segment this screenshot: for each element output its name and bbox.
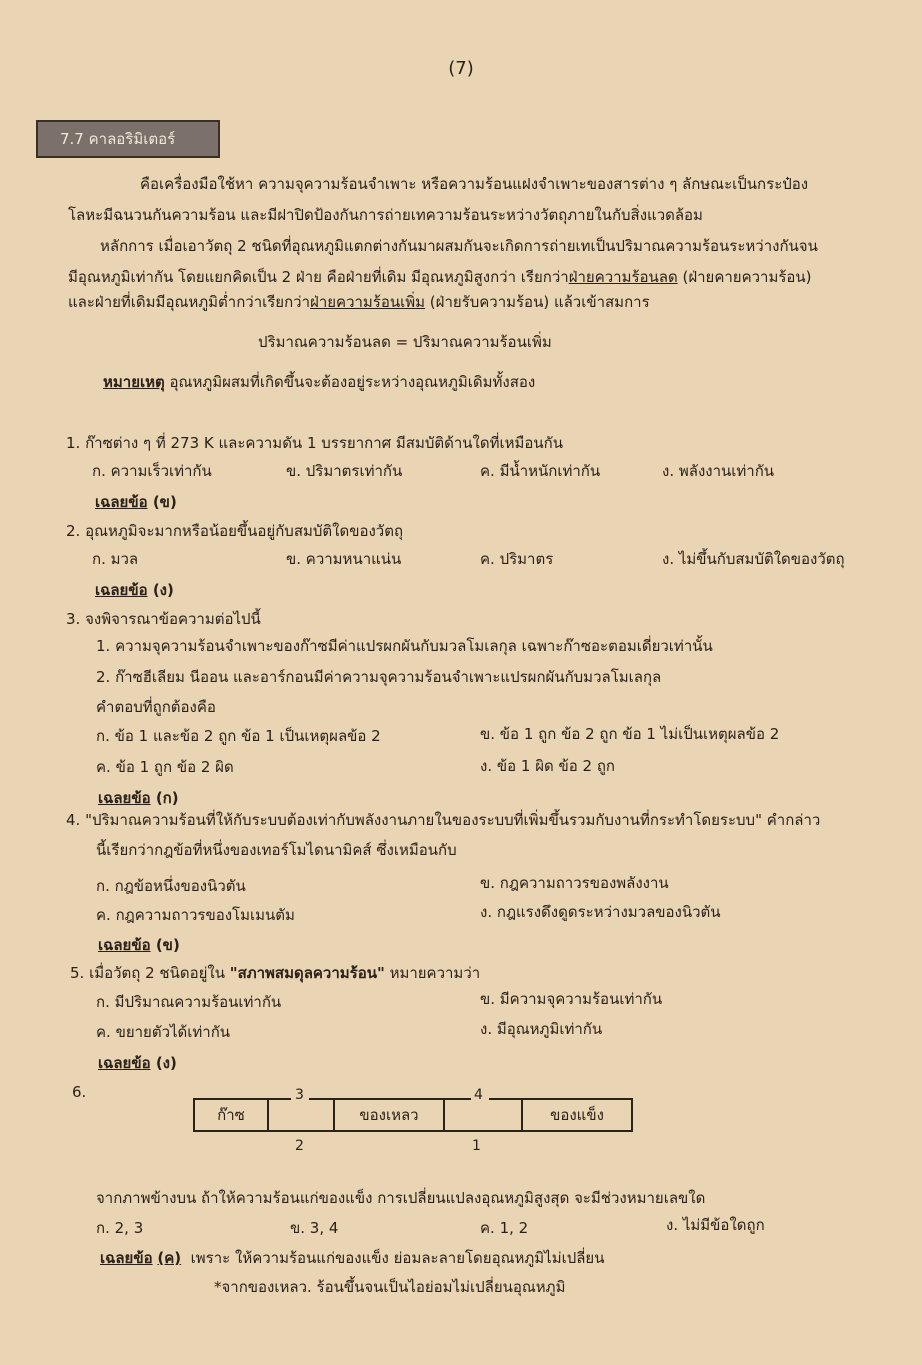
answer-value: (ข): [152, 493, 177, 511]
q6-explanation: เพราะ ให้ความร้อนแก่ของแข็ง ย่อมละลายโดยอุณหภูมิไม่เปลี่ยน: [190, 1249, 605, 1267]
q1-choice-b: ข. ปริมาตรเท่ากัน: [286, 462, 403, 480]
line-bottom-2: [269, 1130, 333, 1132]
label-4: 4: [474, 1087, 483, 1103]
term-heat-gain: ฝ่ายความร้อนเพิ่ม: [310, 293, 426, 311]
q2-choice-a: ก. มวล: [92, 550, 139, 568]
q2-choice-c: ค. ปริมาตร: [480, 550, 554, 568]
q3-prompt: คำตอบที่ถูกต้องคือ: [96, 698, 216, 716]
q3-choice-d: ง. ข้อ 1 ผิด ข้อ 2 ถูก: [480, 757, 616, 775]
q4-answer: [98, 933, 180, 957]
box-liquid: ของเหลว: [333, 1098, 445, 1132]
answer-value: (ข): [155, 936, 180, 954]
line-top-3a: [269, 1098, 291, 1100]
q1-choice-d: ง. พลังงานเท่ากัน: [662, 462, 775, 480]
q4-choice-c: ค. กฎความถาวรของโมเมนตัม: [96, 906, 295, 924]
note-label: หมายเหตุ: [103, 373, 165, 391]
intro-line-1: คือเครื่องมือใช้หา ความจุความร้อนจำเพาะ หรือความร้อนแฝงจำเพาะของสารต่าง ๆ ลักษณะเป็นกระป๋อง: [140, 175, 809, 193]
q5-term: "สภาพสมดุลความร้อน": [229, 964, 385, 982]
q3-answer: [98, 786, 179, 810]
q1-choice-c: ค. มีน้ำหนักเท่ากัน: [480, 462, 601, 480]
q5-text-start: 5. เมื่อวัตถุ 2 ชนิดอยู่ใน: [70, 964, 230, 982]
answer-label: เฉลยข้อ: [100, 1249, 153, 1267]
term-heat-loss: ฝ่ายความร้อนลด: [568, 268, 678, 286]
equation: ปริมาณความร้อนลด = ปริมาณความร้อนเพิ่ม: [258, 333, 552, 351]
question-4-line-1: 4. "ปริมาณความร้อนที่ให้กับระบบต้องเท่ากับพลังงานภายในของระบบที่เพิ่มขึ้นรวมกับงานที่กระทำโดยระบบ" คำกล่าว: [66, 811, 821, 829]
answer-label: เฉลยข้อ: [98, 1054, 151, 1072]
q6-choice-b: ข. 3, 4: [290, 1219, 339, 1237]
answer-label: เฉลยข้อ: [95, 581, 148, 599]
question-2: 2. อุณหภูมิจะมากหรือน้อยขึ้นอยู่กับสมบัติใดของวัตถุ: [66, 522, 404, 540]
q2-choice-d: ง. ไม่ขึ้นกับสมบัติใดของวัตถุ: [662, 550, 845, 568]
answer-label: เฉลยข้อ: [95, 493, 148, 511]
intro-line-5: [68, 290, 650, 314]
answer-value: (ก): [155, 789, 179, 807]
q4-choice-b: ข. กฎความถาวรของพลังงาน: [480, 874, 669, 892]
intro-line-5-end: (ฝ่ายรับความร้อน) แล้วเข้าสมการ: [425, 293, 650, 311]
intro-line-4-text: มีอุณหภูมิเท่ากัน โดยแยกคิดเป็น 2 ฝ่าย คือฝ่ายที่เดิม มีอุณหภูมิสูงกว่า เรียกว่า: [68, 268, 569, 286]
q3-statement-2: 2. ก๊าซฮีเลียม นีออน และอาร์กอนมีค่าความจุความร้อนจำเพาะแปรผกผันกับมวลโมเลกุล: [96, 668, 662, 686]
page-number: (7): [448, 58, 474, 79]
section-title: 7.7 คาลอริมิเตอร์: [36, 120, 220, 158]
question-3: 3. จงพิจารณาข้อความต่อไปนี้: [66, 610, 261, 628]
q5-choice-c: ค. ขยายตัวได้เท่ากัน: [96, 1023, 231, 1041]
label-2: 2: [295, 1138, 304, 1154]
q6-choice-c: ค. 1, 2: [480, 1219, 529, 1237]
q1-answer: [95, 490, 177, 514]
note-text: อุณหภูมิผสมที่เกิดขึ้นจะต้องอยู่ระหว่างอุณหภูมิเดิมทั้งสอง: [164, 373, 536, 391]
q5-choice-d: ง. มีอุณหภูมิเท่ากัน: [480, 1020, 603, 1038]
q6-answer: [100, 1246, 604, 1270]
answer-label: เฉลยข้อ: [98, 789, 151, 807]
intro-line-2: โลหะมีฉนวนกันความร้อน และมีฝาปิดป้องกันการถ่ายเทความร้อนระหว่างวัตถุภายในกับสิ่งแวดล้อม: [68, 206, 703, 224]
q3-choice-a: ก. ข้อ 1 และข้อ 2 ถูก ข้อ 1 เป็นเหตุผลข้อ 2: [96, 727, 381, 745]
q6-choice-d: ง. ไม่มีข้อใดถูก: [666, 1216, 765, 1234]
intro-line-3: หลักการ เมื่อเอาวัตถุ 2 ชนิดที่อุณหภูมิแตกต่างกันมาผสมกันจะเกิดการถ่ายเทเป็นปริมาณความร้อนระหว่างกันจน: [100, 237, 818, 255]
q4-choice-d: ง. กฎแรงดึงดูดระหว่างมวลของนิวตัน: [480, 903, 721, 921]
question-1: 1. ก๊าซต่าง ๆ ที่ 273 K และความดัน 1 บรรยากาศ มีสมบัติด้านใดที่เหมือนกัน: [66, 434, 563, 452]
answer-value: (ค): [157, 1249, 182, 1267]
answer-label: เฉลยข้อ: [98, 936, 151, 954]
intro-line-4: [68, 265, 812, 289]
answer-value: (ง): [152, 581, 174, 599]
note: [103, 370, 535, 394]
q5-choice-b: ข. มีความจุความร้อนเท่ากัน: [480, 990, 663, 1008]
box-gas: ก๊าซ: [193, 1098, 269, 1132]
question-6-number: 6.: [72, 1083, 87, 1101]
label-3: 3: [295, 1087, 304, 1103]
line-bottom-1: [445, 1130, 521, 1132]
question-4-line-2: นี้เรียกว่ากฎข้อที่หนึ่งของเทอร์โมไดนามิคส์ ซึ่งเหมือนกับ: [96, 841, 457, 859]
q6-footnote: *จากของเหลว. ร้อนขึ้นจนเป็นไอย่อมไม่เปลี่ยนอุณหภูมิ: [214, 1278, 566, 1296]
q2-answer: [95, 578, 174, 602]
q5-choice-a: ก. มีปริมาณความร้อนเท่ากัน: [96, 993, 282, 1011]
line-top-4b: [489, 1098, 521, 1100]
box-solid: ของแข็ง: [521, 1098, 633, 1132]
q3-choice-b: ข. ข้อ 1 ถูก ข้อ 2 ถูก ข้อ 1 ไม่เป็นเหตุผลข้อ 2: [480, 725, 780, 743]
q1-choice-a: ก. ความเร็วเท่ากัน: [92, 462, 212, 480]
phase-diagram: [185, 1085, 645, 1165]
question-6: จากภาพข้างบน ถ้าให้ความร้อนแก่ของแข็ง การเปลี่ยนแปลงอุณหภูมิสูงสุด จะมีช่วงหมายเลขใด: [96, 1189, 706, 1207]
q6-choice-a: ก. 2, 3: [96, 1219, 144, 1237]
intro-line-4-end: (ฝ่ายคายความร้อน): [677, 268, 812, 286]
q5-text-end: หมายความว่า: [384, 964, 481, 982]
line-top-3b: [309, 1098, 333, 1100]
question-5: [70, 961, 480, 985]
intro-line-5-text: และฝ่ายที่เดิมมีอุณหภูมิต่ำกว่าเรียกว่า: [68, 293, 311, 311]
answer-value: (ง): [155, 1054, 177, 1072]
q3-choice-c: ค. ข้อ 1 ถูก ข้อ 2 ผิด: [96, 758, 234, 776]
label-1: 1: [472, 1138, 481, 1154]
q3-statement-1: 1. ความจุความร้อนจำเพาะของก๊าซมีค่าแปรผกผันกับมวลโมเลกุล เฉพาะก๊าซอะตอมเดี่ยวเท่านั้น: [96, 637, 713, 655]
q5-answer: [98, 1051, 177, 1075]
q4-choice-a: ก. กฎข้อหนึ่งของนิวตัน: [96, 877, 246, 895]
line-top-4a: [445, 1098, 471, 1100]
q2-choice-b: ข. ความหนาแน่น: [286, 550, 402, 568]
